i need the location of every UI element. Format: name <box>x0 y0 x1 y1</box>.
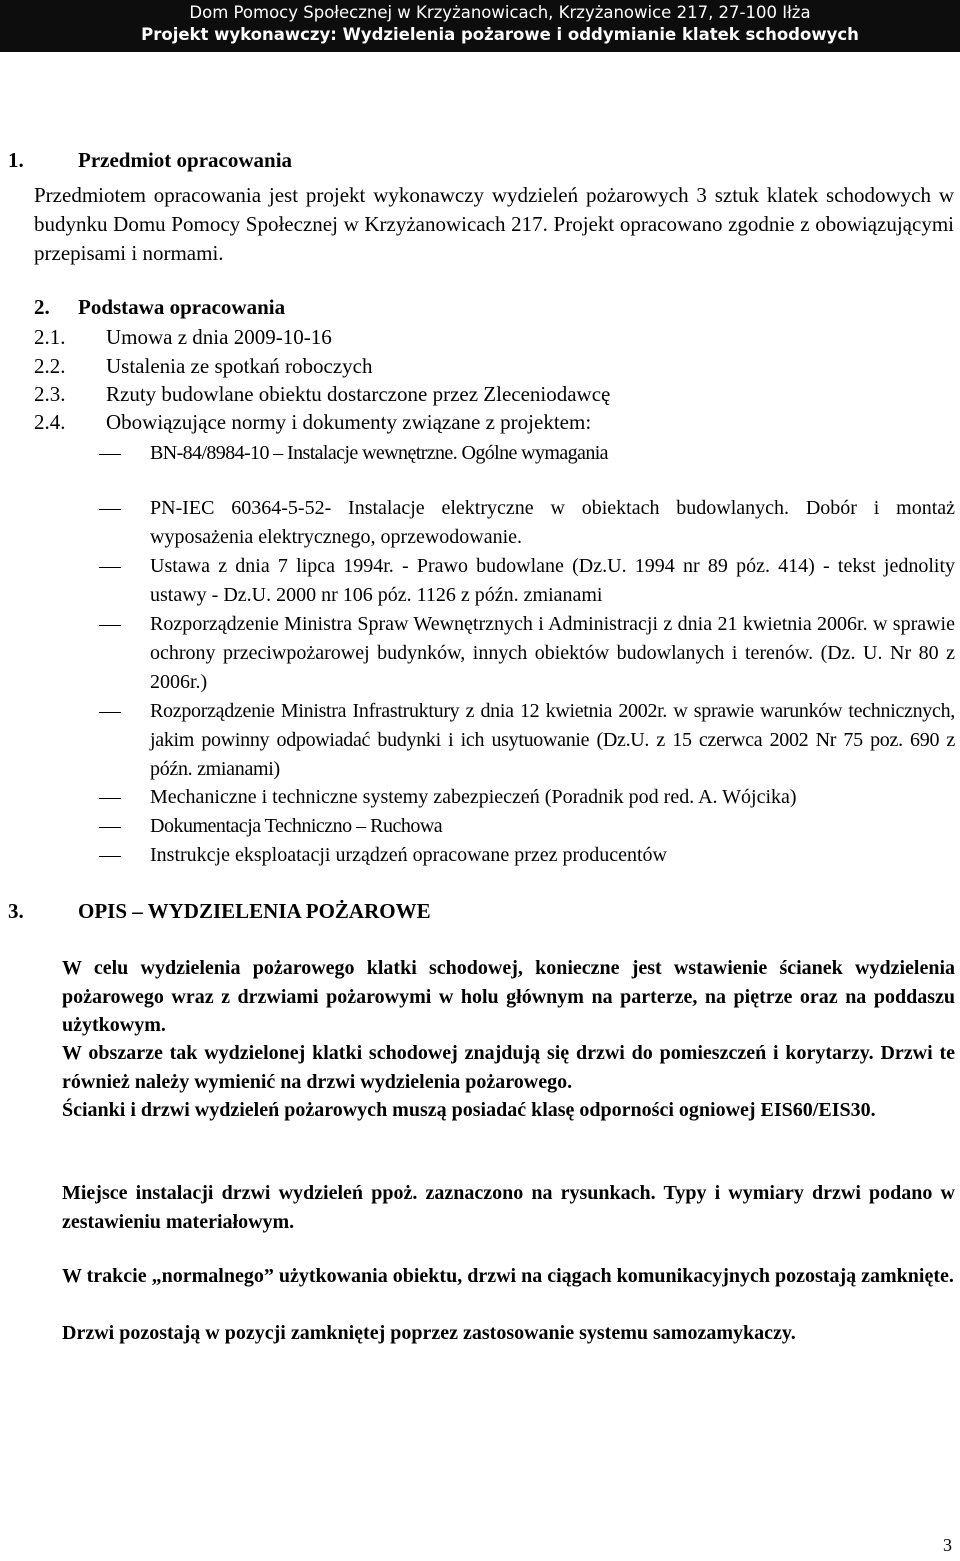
bullet-item: Ustawa z dnia 7 lipca 1994r. - Prawo budowlane (Dz.U. 1994 nr 89 póz. 414) - tekst jednolity ustawy - Dz.U. 2000 nr 106 póz. 1126 z późn. zmianami <box>150 555 955 606</box>
bullet-item: Dokumentacja Techniczno – Ruchowa <box>150 815 443 837</box>
section1-title: Przedmiot opracowania <box>78 148 293 172</box>
subitem-number: 2.3. <box>34 382 66 406</box>
dash-bullet <box>99 454 121 455</box>
page-number: 3 <box>943 1535 952 1555</box>
subitem-number: 2.1. <box>34 325 66 349</box>
section3-paragraph: W obszarze tak wydzielonej klatki schodowej znajdują się drzwi do pomieszczeń i korytarzy. Drzwi te również należy wymienić na drzwi wydzielenia pożarowego. <box>62 1042 955 1093</box>
subitem-number: 2.4. <box>34 410 66 434</box>
dash-bullet <box>99 712 121 713</box>
subitem-number: 2.2. <box>34 354 66 378</box>
bullet-item: Rozporządzenie Ministra Infrastruktury z dnia 12 kwietnia 2002r. w sprawie warunków technicznych, jakim powinny odpowiadać budynki i ich usytuowanie (Dz.U. z 15 czerwca 2002 Nr 75 poz. 690 z późn. zmianami) <box>150 700 955 780</box>
dash-bullet <box>99 625 121 626</box>
dash-bullet <box>99 567 121 568</box>
subitem-text: Obowiązujące normy i dokumenty związane z projektem: <box>106 410 592 434</box>
dash-bullet <box>99 856 121 857</box>
subitem-text: Ustalenia ze spotkań roboczych <box>106 354 373 378</box>
subitem-text: Rzuty budowlane obiektu dostarczone przez Zleceniodawcę <box>106 382 611 406</box>
dash-bullet <box>99 798 121 799</box>
header-line-2: Projekt wykonawczy: Wydzielenia pożarowe i oddymianie klatek schodowych <box>141 25 859 44</box>
section3-paragraph: W celu wydzielenia pożarowego klatki schodowej, konieczne jest wstawienie ścianek wydzielenia pożarowego wraz z drzwiami pożarowymi w holu głównym na parterze, na piętrze oraz na poddaszu użytkowym. <box>62 957 955 1036</box>
section3-paragraph: Miejsce instalacji drzwi wydzieleń ppoż. zaznaczono na rysunkach. Typy i wymiary drzwi podano w zestawieniu materiałowym. <box>62 1182 955 1233</box>
header-line-1: Dom Pomocy Społecznej w Krzyżanowicach, Krzyżanowice 217, 27-100 Iłża <box>189 3 811 22</box>
section1-body: Przedmiotem opracowania jest projekt wykonawczy wydzieleń pożarowych 3 sztuk klatek schodowych w budynku Domu Pomocy Społecznej w Krzyżanowicach 217. Projekt opracowano zgodnie z obowiązującymi przepisami i normami. <box>34 183 954 265</box>
subitem-text: Umowa z dnia 2009-10-16 <box>106 325 332 349</box>
bullet-item: BN-84/8984-10 – Instalacje wewnętrzne. Ogólne wymagania <box>150 442 608 464</box>
bullet-item: Rozporządzenie Ministra Spraw Wewnętrznych i Administracji z dnia 21 kwietnia 2006r. w sprawie ochrony przeciwpożarowej budynków, innych obiektów budowlanych i terenów. (Dz. U. Nr 80 z 2006r.) <box>150 613 955 693</box>
section3-title: OPIS – WYDZIELENIA POŻAROWE <box>78 899 431 923</box>
bullet-item: Mechaniczne i techniczne systemy zabezpieczeń (Poradnik pod red. A. Wójcika) <box>150 786 797 808</box>
section3-paragraph: Ścianki i drzwi wydzieleń pożarowych muszą posiadać klasę odporności ogniowej EIS60/EIS30. <box>62 1099 876 1121</box>
bullet-item: Instrukcje eksploatacji urządzeń opracowane przez producentów <box>150 844 667 866</box>
page-header <box>0 0 960 52</box>
section3-paragraph: W trakcie „normalnego” użytkowania obiektu, drzwi na ciągach komunikacyjnych pozostają zamknięte. <box>62 1265 954 1287</box>
section3-paragraph: Drzwi pozostają w pozycji zamkniętej poprzez zastosowanie systemu samozamykaczy. <box>62 1322 796 1344</box>
dash-bullet <box>99 509 121 510</box>
dash-bullet <box>99 827 121 828</box>
section1-number: 1. <box>8 148 24 172</box>
bullet-item: PN-IEC 60364-5-52- Instalacje elektryczne w obiektach budowlanych. Dobór i montaż wyposażenia elektrycznego, oprzewodowanie. <box>150 497 955 548</box>
section3-number: 3. <box>8 899 24 923</box>
section2-number: 2. <box>34 295 50 319</box>
section2-title: Podstawa opracowania <box>78 295 286 319</box>
